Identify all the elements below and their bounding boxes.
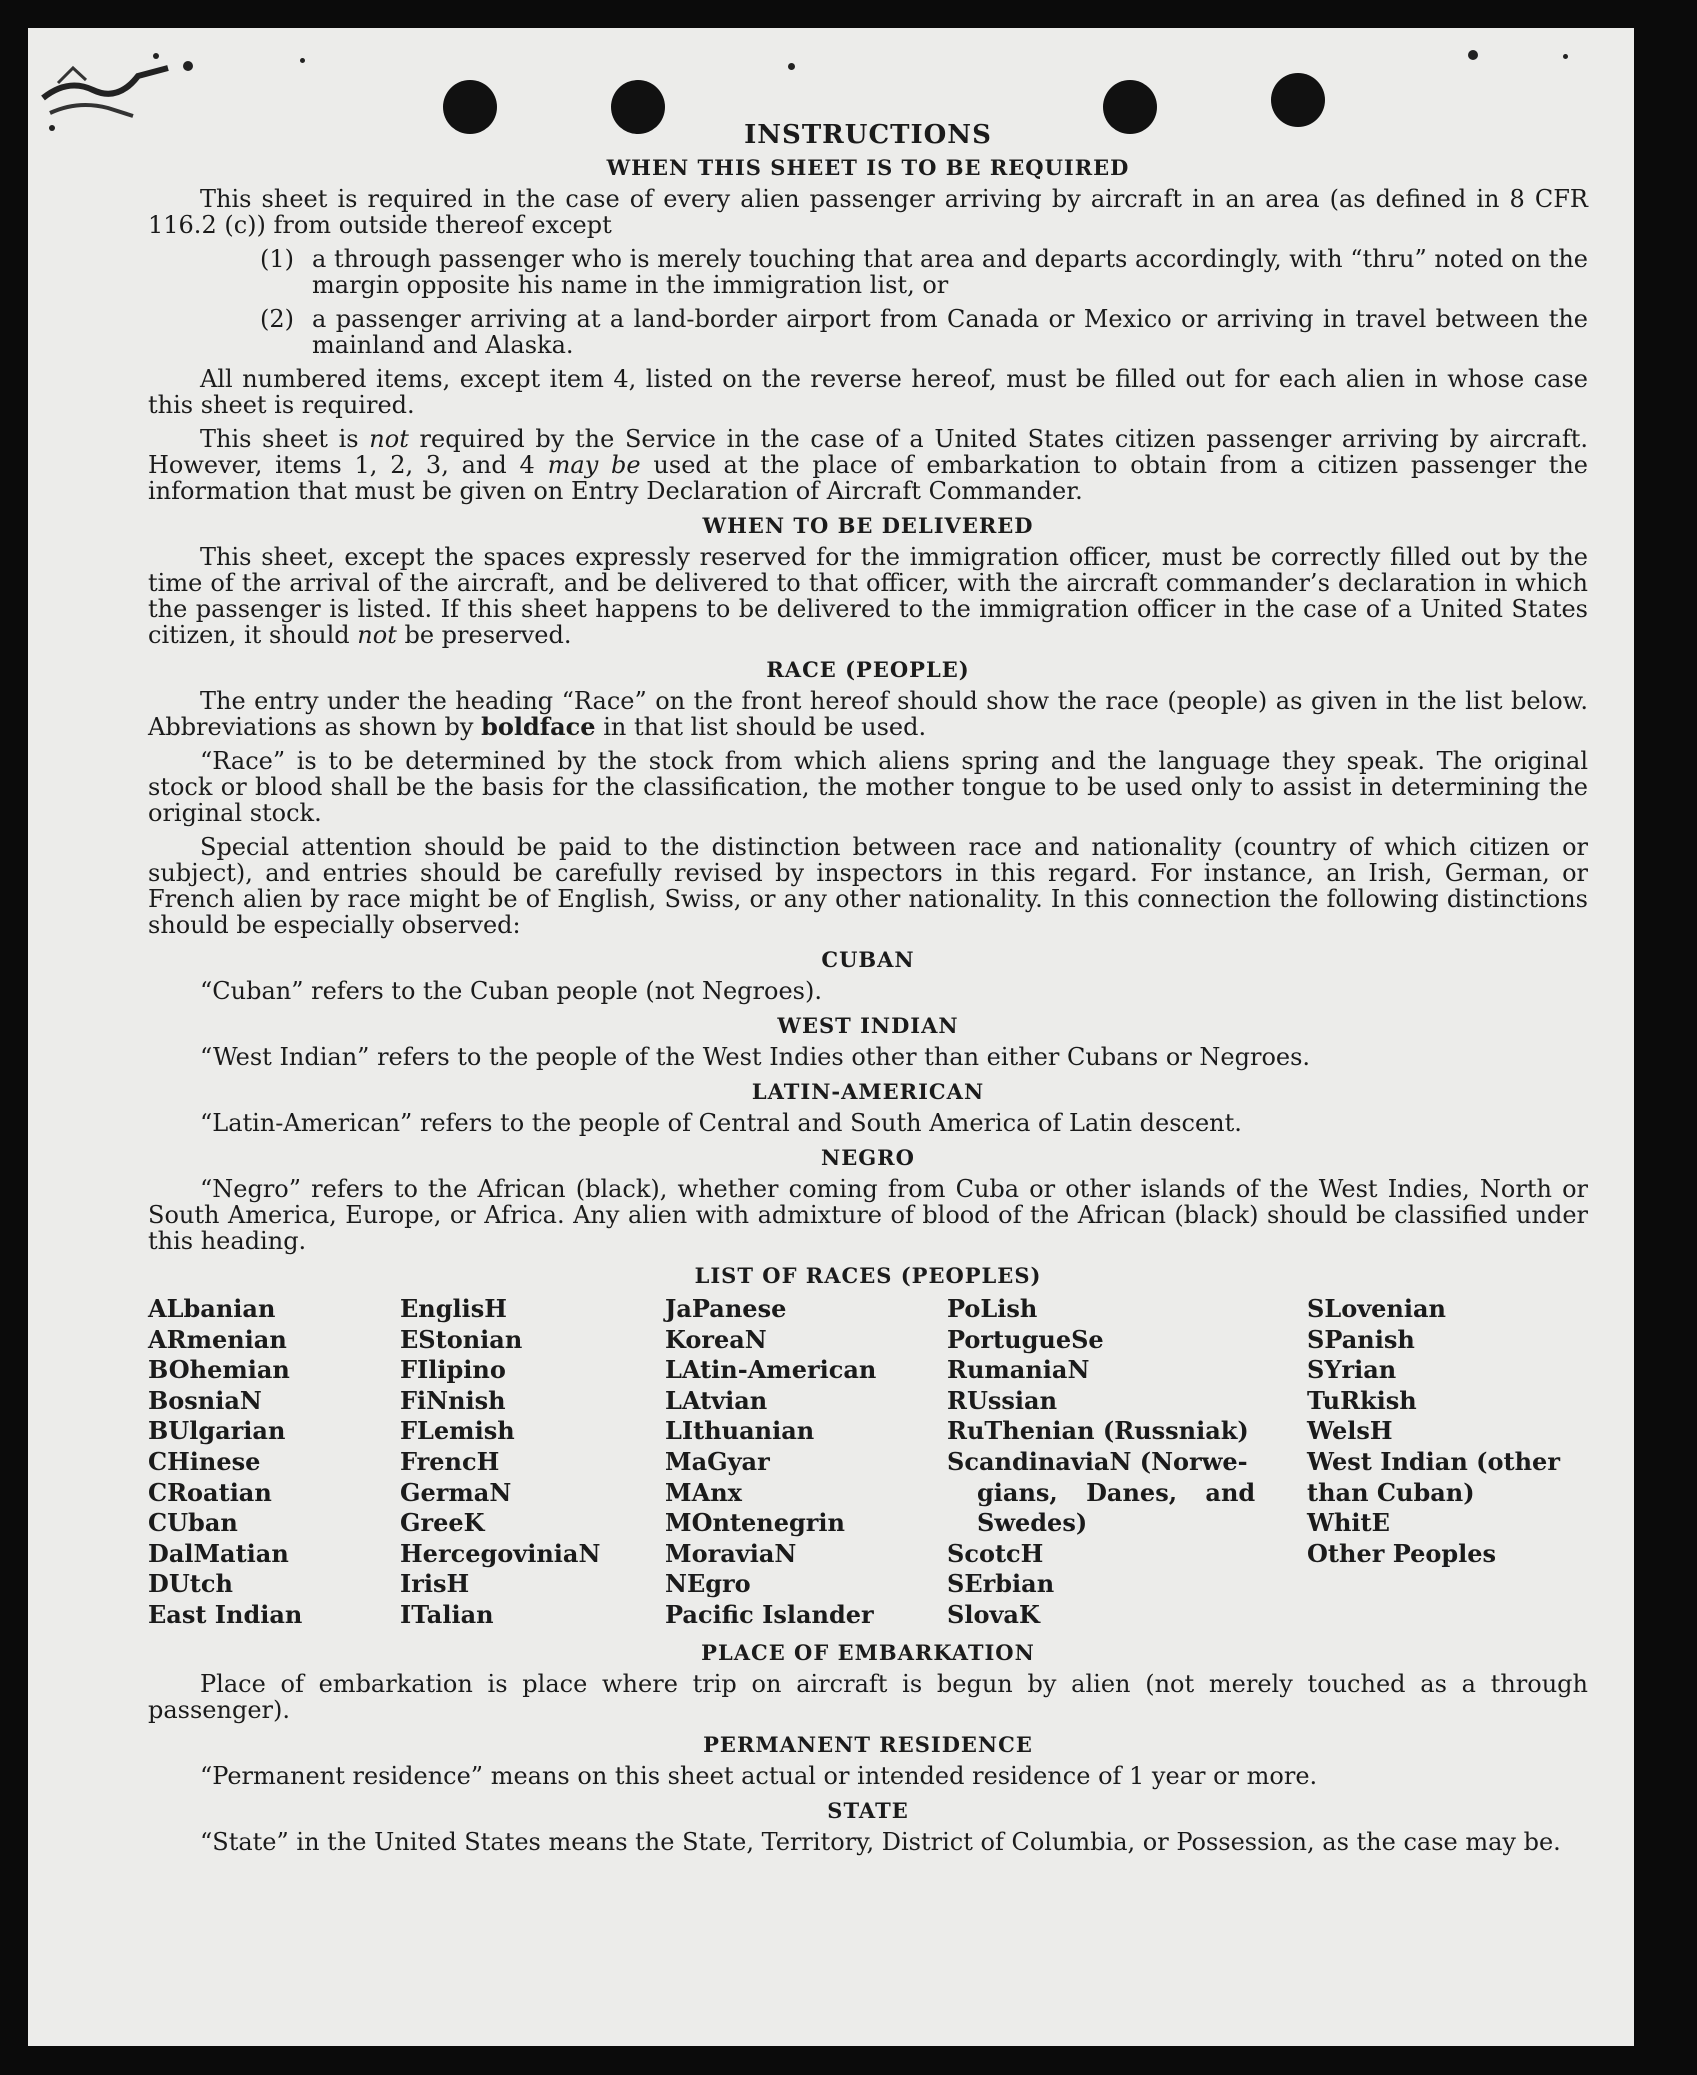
race-column bbox=[148, 1294, 400, 1631]
race-entry: ScotcH bbox=[947, 1538, 1044, 1568]
paragraph: This sheet is required in the case of every alien passenger arriving by aircraft in an area (as defined in 8 CFR 116.2 (c)) from outside thereof except bbox=[148, 185, 1588, 239]
race-entry: EnglisH bbox=[400, 1294, 507, 1323]
race-entry: LAtin-American bbox=[665, 1355, 877, 1385]
section-heading-race: RACE (PEOPLE) bbox=[766, 657, 970, 682]
text-run: be preserved. bbox=[396, 621, 572, 649]
race-entry: MoraviaN bbox=[665, 1538, 797, 1568]
italic-text: may be bbox=[547, 451, 641, 479]
race-entry-continued: gians, Danes, and bbox=[977, 1477, 1256, 1507]
race-entry: FiNnish bbox=[400, 1385, 506, 1415]
paragraph: “Race” is to be determined by the stock from which aliens spring and the language they speak. The original stock or blood shall be the basis for the classification, the mother tongue to be used only to assist in determining the original stock. bbox=[148, 747, 1588, 827]
race-entry: EStonian bbox=[400, 1324, 523, 1354]
speck bbox=[1563, 54, 1568, 59]
race-entry: BUlgarian bbox=[148, 1416, 286, 1446]
race-entry: NEgro bbox=[665, 1569, 751, 1599]
text-run: The entry under the heading “Race” on the front hereof should show the race (people) as given in the list below. Abbreviations as shown by bbox=[148, 687, 1588, 741]
paragraph: “Latin-American” refers to the people of Central and South America of Latin descent. bbox=[200, 1109, 1242, 1137]
race-entry-continued: than Cuban) bbox=[1307, 1477, 1475, 1507]
race-entry: BOhemian bbox=[148, 1355, 290, 1385]
text-run: in that list should be used. bbox=[595, 713, 927, 741]
paragraph: Special attention should be paid to the distinction between race and nationality (country of which citizen or subject), and entries should be carefully revised by inspectors in this regard. For instance, an Irish, German, or French alien by race might be of English, Swiss, or any other nationality. In this connection the following distinctions should be especially observed: bbox=[148, 833, 1588, 939]
race-entry: MOntenegrin bbox=[665, 1508, 845, 1538]
race-entry: FrencH bbox=[400, 1446, 500, 1476]
text-run: This sheet, except the spaces expressly reserved for the immigration officer, must be correctly filled out by the time of the arrival of the aircraft, and be delivered to that officer, with the aircraft commander’s declaration in which the passenger is listed. If this sheet happens to be delivered to the immigration officer in the case of a United States citizen, it should bbox=[148, 543, 1588, 649]
paragraph: “Negro” refers to the African (black), whether coming from Cuba or other islands of the West Indies, North or South America, Europe, or Africa. Any alien with admixture of blood of the African (black) should be classified under this heading. bbox=[148, 1175, 1588, 1255]
text-run: required by the Service in the case of a United States citizen passenger arriving by aircraft. However, items 1, 2, 3, and 4 bbox=[148, 425, 1588, 479]
race-entry: GreeK bbox=[400, 1508, 485, 1538]
race-entry: LAtvian bbox=[665, 1385, 768, 1415]
instructions-content bbox=[148, 90, 1588, 1863]
race-entry: RuThenian (Russniak) bbox=[947, 1416, 1249, 1446]
paragraph: “Cuban” refers to the Cuban people (not Negroes). bbox=[200, 977, 822, 1005]
race-entry: SErbian bbox=[947, 1569, 1055, 1599]
race-entry: CRoatian bbox=[148, 1477, 272, 1507]
race-column bbox=[400, 1294, 665, 1631]
speck bbox=[1468, 50, 1478, 60]
section-heading-west-indian: WEST INDIAN bbox=[777, 1013, 959, 1038]
section-heading-race-list: LIST OF RACES (PEOPLES) bbox=[694, 1263, 1042, 1288]
race-entry: SLovenian bbox=[1307, 1294, 1446, 1323]
italic-text: not bbox=[357, 621, 397, 649]
race-entry: LIthuanian bbox=[665, 1416, 815, 1446]
speck bbox=[788, 63, 795, 70]
italic-text: not bbox=[369, 425, 409, 453]
race-entry: DUtch bbox=[148, 1569, 233, 1599]
text-run: used at the place of embarkation to obtain from a citizen passenger the information that must be given on Entry Declaration of Aircraft Commander. bbox=[148, 451, 1588, 505]
item-number: (2) bbox=[260, 305, 294, 333]
race-entry: JaPanese bbox=[665, 1294, 787, 1323]
race-entry: FLemish bbox=[400, 1416, 515, 1446]
race-entry: West Indian (other bbox=[1307, 1446, 1560, 1476]
section-heading-when-required: WHEN THIS SHEET IS TO BE REQUIRED bbox=[606, 155, 1130, 180]
race-entry: HercegoviniaN bbox=[400, 1538, 601, 1568]
item-number: (1) bbox=[260, 245, 294, 273]
race-entry: ScandinaviaN (Norwe- bbox=[947, 1446, 1248, 1476]
race-entry: MaGyar bbox=[665, 1446, 770, 1476]
race-entry: PortugueSe bbox=[947, 1324, 1104, 1354]
race-entry: SPanish bbox=[1307, 1324, 1415, 1354]
race-entry: MAnx bbox=[665, 1477, 742, 1507]
race-entry: SYrian bbox=[1307, 1355, 1397, 1385]
paragraph: Place of embarkation is place where trip on aircraft is begun by alien (not merely touched as a through passenger). bbox=[148, 1669, 1588, 1724]
race-entry: BosniaN bbox=[148, 1385, 262, 1415]
paragraph: “Permanent residence” means on this sheet actual or intended residence of 1 year or more. bbox=[200, 1761, 1318, 1790]
item-text: a passenger arriving at a land-border airport from Canada or Mexico or arriving in travel between the mainland and Alaska. bbox=[312, 305, 1588, 359]
race-entry: RUssian bbox=[947, 1385, 1058, 1415]
section-heading-latin-american: LATIN-AMERICAN bbox=[751, 1079, 985, 1104]
race-entry: RumaniaN bbox=[947, 1355, 1090, 1385]
paragraph: “West Indian” refers to the people of the West Indies other than either Cubans or Negroes. bbox=[200, 1043, 1311, 1071]
section-heading-cuban: CUBAN bbox=[821, 947, 915, 972]
race-list-table bbox=[148, 1294, 1588, 1631]
list-item bbox=[148, 306, 1588, 358]
list-item bbox=[148, 246, 1588, 298]
race-entry: ARmenian bbox=[148, 1324, 287, 1354]
race-entry: ALbanian bbox=[148, 1294, 276, 1323]
race-column bbox=[665, 1294, 947, 1631]
race-entry: ITalian bbox=[400, 1599, 494, 1629]
text-run: This sheet is bbox=[200, 425, 370, 453]
race-entry: KoreaN bbox=[665, 1324, 767, 1354]
race-entry: PoLish bbox=[947, 1294, 1038, 1323]
race-entry-continued: Swedes) bbox=[977, 1508, 1088, 1538]
race-entry: East Indian bbox=[148, 1599, 303, 1629]
race-entry: WhitE bbox=[1307, 1508, 1390, 1538]
race-entry: CUban bbox=[148, 1508, 238, 1538]
race-column bbox=[947, 1294, 1307, 1631]
race-entry: WelsH bbox=[1307, 1416, 1393, 1446]
race-entry: DalMatian bbox=[148, 1538, 289, 1568]
race-entry: SlovaK bbox=[947, 1599, 1040, 1629]
section-heading-residence: PERMANENT RESIDENCE bbox=[703, 1731, 1033, 1757]
race-entry: Pacific Islander bbox=[665, 1599, 874, 1629]
document-title: INSTRUCTIONS bbox=[744, 120, 992, 150]
race-entry: Other Peoples bbox=[1307, 1538, 1497, 1568]
paragraph: All numbered items, except item 4, listed on the reverse hereof, must be filled out for each alien in whose case this sheet is required. bbox=[148, 365, 1588, 419]
paragraph: “State” in the United States means the State, Territory, District of Columbia, or Possession, as the case may be. bbox=[200, 1827, 1561, 1856]
speck bbox=[300, 58, 305, 63]
item-text: a through passenger who is merely touching that area and departs accordingly, with “thru” noted on the margin opposite his name in the immigration list, or bbox=[312, 245, 1588, 299]
section-heading-when-delivered: WHEN TO BE DELIVERED bbox=[702, 513, 1034, 538]
paragraph bbox=[148, 544, 1588, 648]
race-entry: FIlipino bbox=[400, 1355, 506, 1385]
section-heading-embarkation: PLACE OF EMBARKATION bbox=[701, 1639, 1035, 1665]
race-entry: GermaN bbox=[400, 1477, 512, 1507]
race-entry: TuRkish bbox=[1307, 1385, 1417, 1415]
race-column bbox=[1307, 1294, 1588, 1631]
bold-text: boldface bbox=[481, 712, 596, 741]
section-heading-negro: NEGRO bbox=[821, 1145, 915, 1170]
paragraph bbox=[148, 688, 1588, 740]
document-page bbox=[28, 28, 1634, 2046]
race-entry: IrisH bbox=[400, 1569, 470, 1599]
race-entry: CHinese bbox=[148, 1446, 261, 1476]
paragraph bbox=[148, 426, 1588, 504]
section-heading-state: STATE bbox=[827, 1797, 909, 1823]
